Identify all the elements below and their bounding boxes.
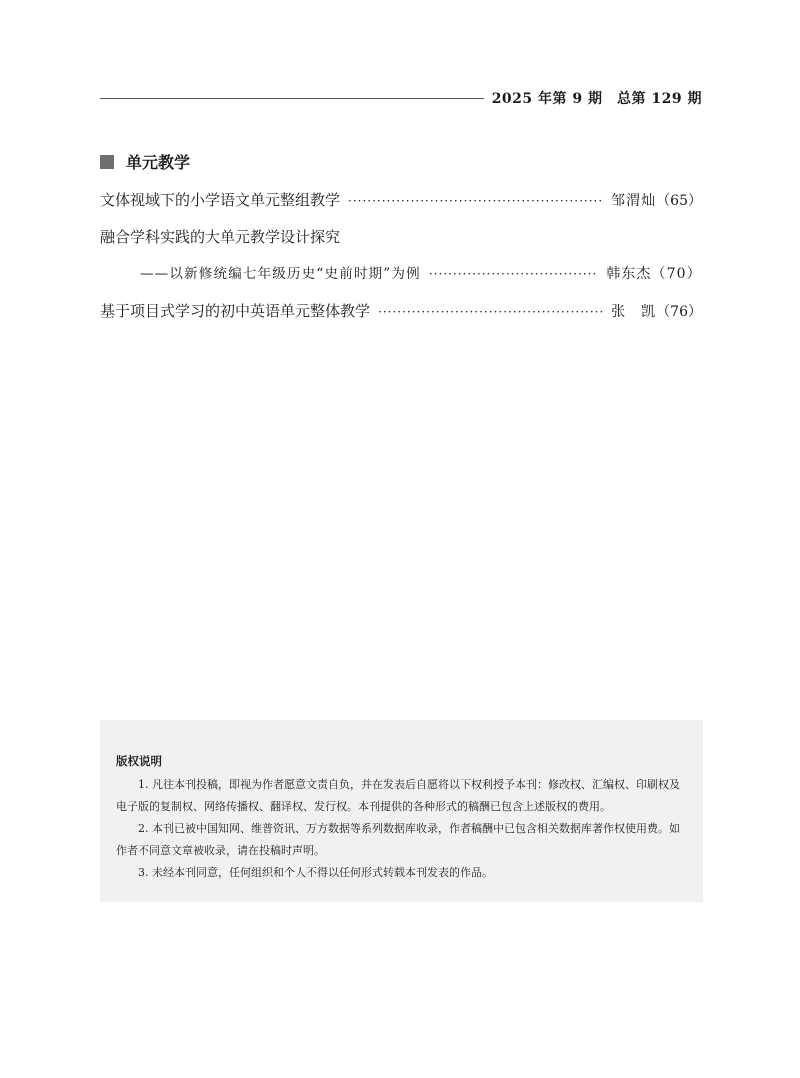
toc-leader-dots xyxy=(378,298,603,326)
toc-entry-title: 文体视域下的小学语文单元整组教学 xyxy=(100,191,341,209)
toc-entry[interactable] xyxy=(100,223,702,260)
toc-entry-page: （76） xyxy=(656,304,702,320)
toc-entry-page: （65） xyxy=(656,193,702,209)
toc-entry-title: 融合学科实践的大单元教学设计探究 xyxy=(100,228,341,246)
copyright-title: 版权说明 xyxy=(116,754,162,768)
section-heading xyxy=(100,150,190,173)
toc-entry-page: （70） xyxy=(651,266,702,282)
toc-entry[interactable] xyxy=(100,186,702,223)
toc-entry-author: 邹渭灿 xyxy=(611,193,657,209)
toc-entry-author: 张 凯 xyxy=(611,304,657,320)
toc-entry[interactable] xyxy=(100,297,702,334)
toc-entry-subtitle-text: ——以新修统编七年级历史“史前时期”为例 xyxy=(140,266,421,282)
section-title: 单元教学 xyxy=(126,153,191,172)
toc-entry-author: 韩东杰 xyxy=(606,266,652,282)
section-square-icon xyxy=(100,155,114,169)
toc-leader-dots xyxy=(429,260,599,288)
running-header xyxy=(100,88,702,108)
toc-leader-dots xyxy=(348,187,603,215)
copyright-item: 3. 未经本刊同意，任何组织和个人不得以任何形式转载本刊发表的作品。 xyxy=(138,866,493,879)
header-rule xyxy=(100,98,484,99)
table-of-contents xyxy=(100,186,702,334)
toc-entry-subtitle[interactable] xyxy=(100,260,702,297)
copyright-item: 2. 本刊已被中国知网、维普资讯、万方数据等系列数据库收录，作者稿酬中已包含相关数据库著作权使用费。如作者不同意文章被收录，请在投稿时声明。 xyxy=(116,822,680,857)
copyright-item: 1. 凡往本刊投稿，即视为作者愿意文责自负，并在发表后自愿将以下权利授予本刊：修改权、汇编权、印刷权及电子版的复制权、网络传播权、翻译权、发行权。本刊提供的各种形式的稿酬已包含上述版权的费用。 xyxy=(116,778,680,813)
issue-label: 2025 年第 9 期 总第 129 期 xyxy=(491,91,702,107)
copyright-notice-box xyxy=(100,720,703,902)
toc-entry-title: 基于项目式学习的初中英语单元整体教学 xyxy=(100,302,371,320)
